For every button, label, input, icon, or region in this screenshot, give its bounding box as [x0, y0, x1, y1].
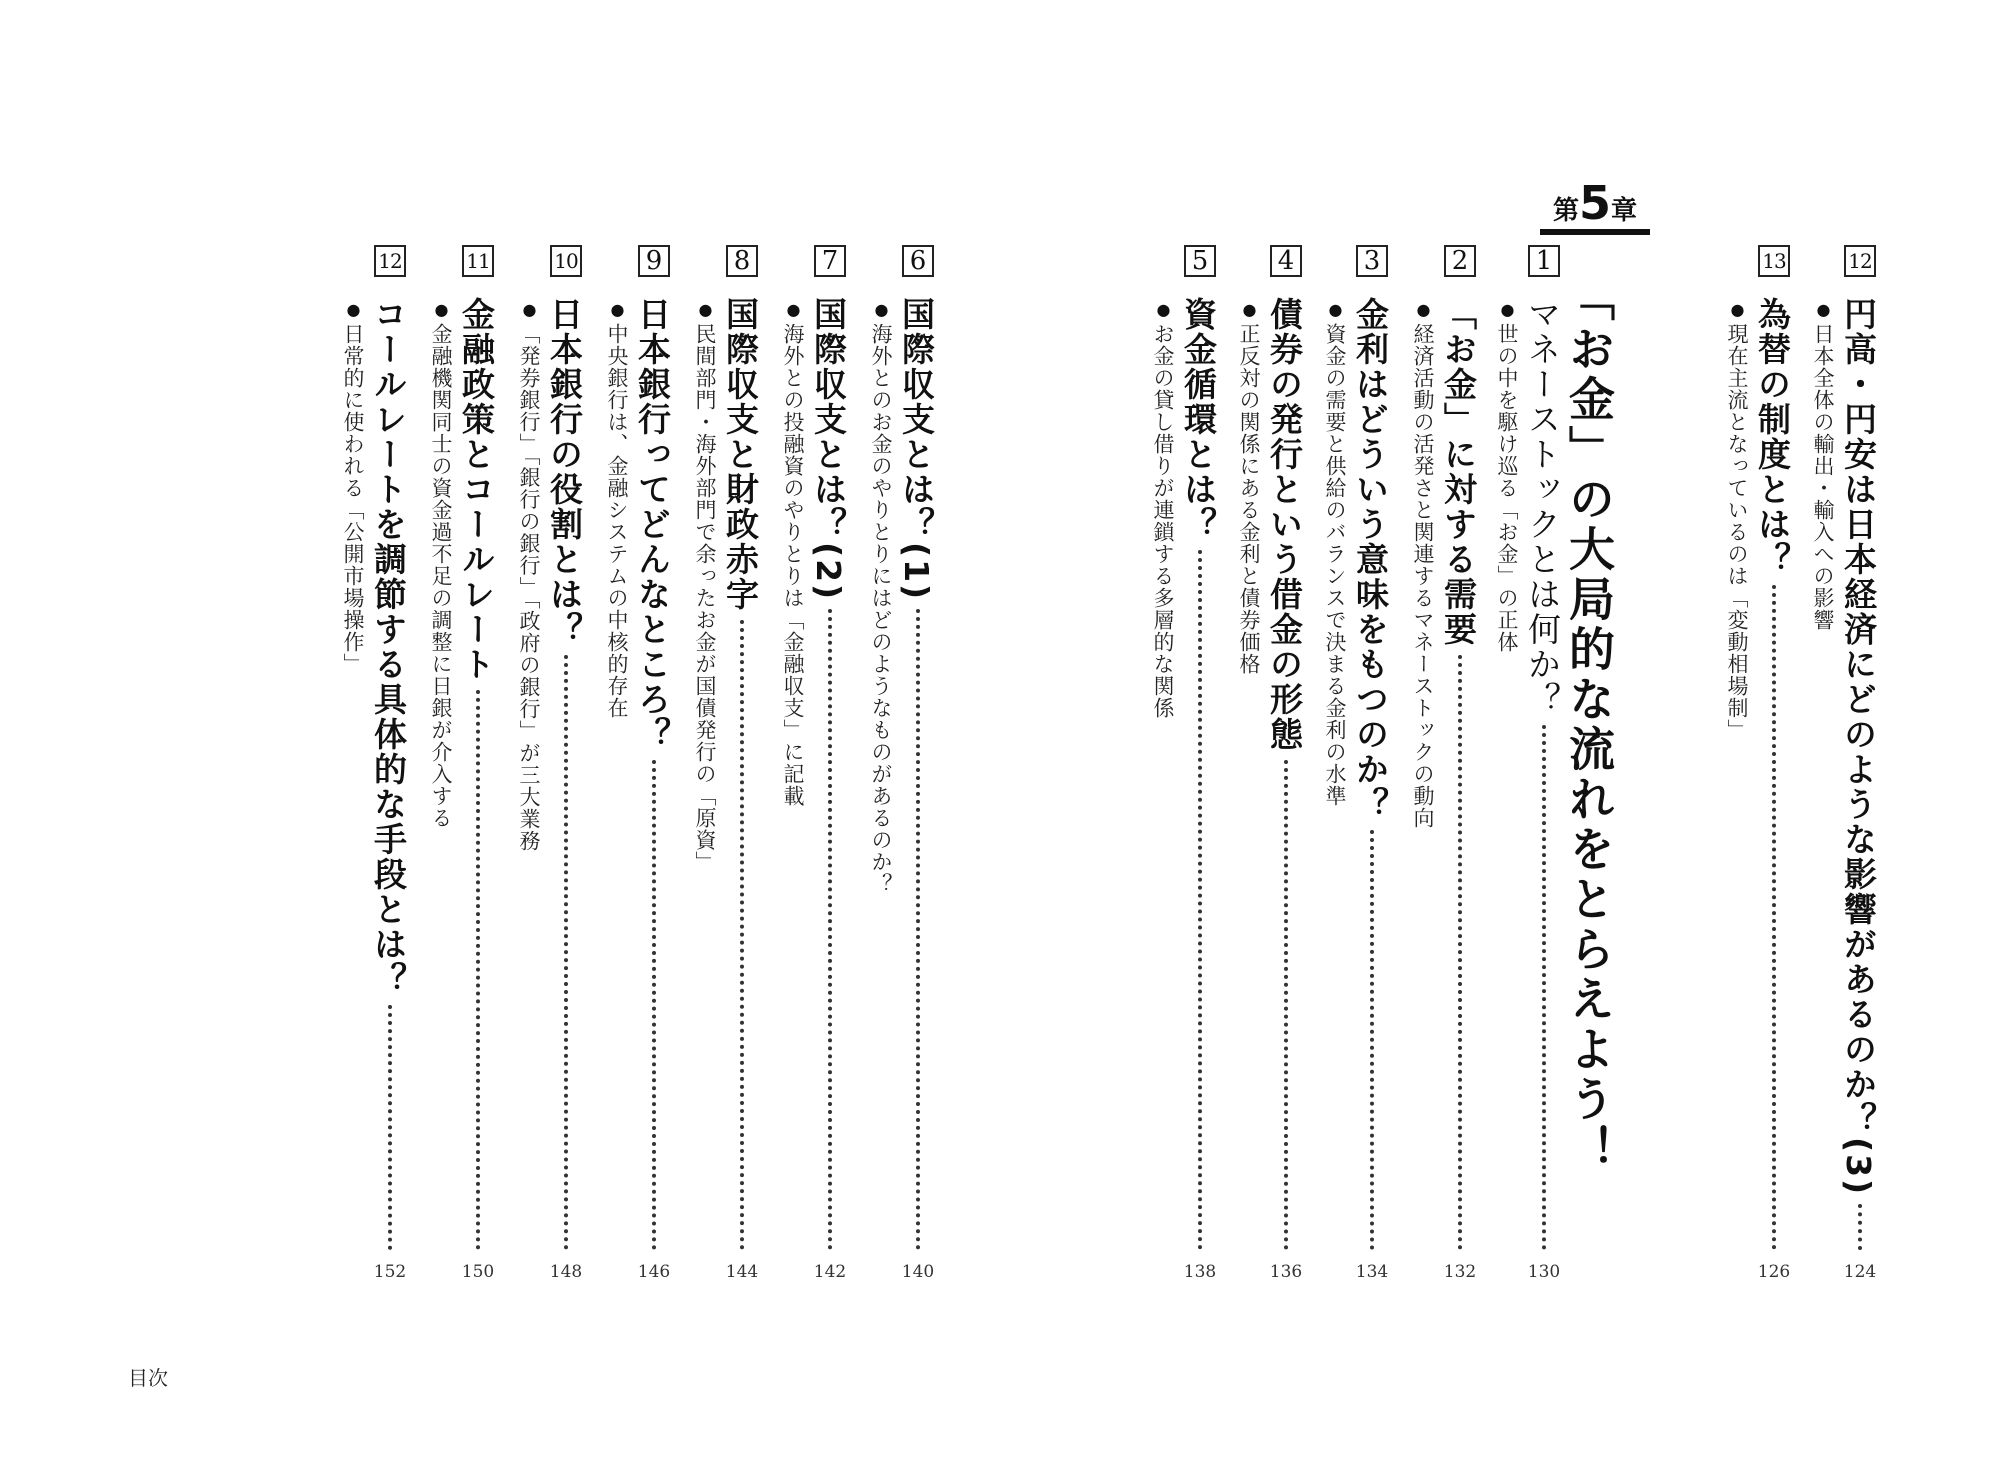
entry-title[interactable]: 金融政策とコールレート	[457, 297, 496, 682]
toc-entry[interactable]	[1725, 245, 1808, 1295]
toc-entry[interactable]	[341, 245, 424, 1295]
entry-description	[606, 300, 627, 719]
toc-entry[interactable]	[1237, 245, 1320, 1295]
toc-entry[interactable]	[1323, 245, 1406, 1295]
page-number[interactable]: 150	[461, 1262, 495, 1282]
bullet-icon: ●	[1326, 300, 1345, 320]
toc-entry[interactable]	[1495, 245, 1578, 1295]
page-number[interactable]: 124	[1843, 1262, 1877, 1282]
toc-entry[interactable]	[605, 245, 688, 1295]
dot-leader	[476, 690, 480, 1250]
chapter-label	[1540, 176, 1650, 235]
entry-number-box: 6	[902, 245, 934, 277]
dot-leader	[1858, 1204, 1862, 1250]
dot-leader	[916, 609, 920, 1250]
chapter-number: 5	[1578, 176, 1611, 230]
entry-description-text: 金融機関同士の資金過不足の調整に日銀が介入する	[429, 323, 453, 829]
entry-description	[342, 300, 363, 675]
chapter-prefix: 第	[1552, 196, 1579, 226]
page-number[interactable]: 140	[901, 1262, 935, 1282]
entry-title[interactable]: 円高・円安は日本経済にどのような影響があるのか？(3)	[1839, 297, 1878, 1197]
toc-entry[interactable]	[517, 245, 600, 1295]
entry-description	[870, 300, 891, 895]
entry-description	[1726, 300, 1747, 741]
bullet-icon: ●	[872, 300, 891, 320]
footer-label: 目次	[128, 1366, 168, 1390]
page-number[interactable]: 152	[373, 1262, 407, 1282]
entry-description	[694, 300, 715, 873]
bullet-icon: ●	[520, 300, 539, 320]
entry-description-text: 資金の需要と供給のバランスで決まる金利の水準	[1323, 323, 1347, 807]
entry-title[interactable]: 国際収支とは？(2)	[809, 297, 848, 602]
bullet-icon: ●	[1814, 300, 1833, 320]
page-number[interactable]: 132	[1443, 1262, 1477, 1282]
entry-title[interactable]: 債券の発行という借金の形態	[1265, 297, 1304, 752]
entry-title[interactable]: 国際収支と財政赤字	[721, 297, 760, 612]
bullet-icon: ●	[696, 300, 715, 320]
entry-description	[1412, 300, 1433, 829]
entry-description	[518, 300, 539, 852]
toc-entry[interactable]	[1811, 245, 1894, 1295]
entry-description-text: 現在主流となっているのは「変動相場制」	[1725, 323, 1749, 741]
entry-number-box: 12	[374, 245, 406, 277]
page-number[interactable]: 134	[1355, 1262, 1389, 1282]
dot-leader	[1370, 830, 1374, 1250]
entry-title[interactable]: 「お金」に対する需要	[1439, 297, 1478, 647]
bullet-icon: ●	[432, 300, 451, 320]
bullet-icon: ●	[1240, 300, 1259, 320]
chapter-title: 「お金」の大局的な流れをとらえよう！	[1562, 275, 1616, 1175]
page-number[interactable]: 138	[1183, 1262, 1217, 1282]
toc-entry[interactable]	[1411, 245, 1494, 1295]
entry-description	[782, 300, 803, 807]
entry-number-box: 9	[638, 245, 670, 277]
entry-title[interactable]: 金利はどういう意味をもつのか？	[1351, 297, 1390, 822]
entry-description-text: 海外とのお金のやりとりにはどのようなものがあるのか？	[869, 323, 893, 895]
entry-description-text: 民間部門・海外部門で余ったお金が国債発行の「原資」	[693, 323, 717, 873]
entry-number-box: 3	[1356, 245, 1388, 277]
chapter-suffix: 章	[1611, 196, 1638, 226]
toc-entry[interactable]	[693, 245, 776, 1295]
entry-title[interactable]: 日本銀行ってどんなところ？	[633, 297, 672, 752]
bullet-icon: ●	[1154, 300, 1173, 320]
entry-description	[430, 300, 451, 829]
entry-title[interactable]: 資金循環とは？	[1179, 297, 1218, 542]
dot-leader	[1284, 760, 1288, 1250]
page-number[interactable]: 130	[1527, 1262, 1561, 1282]
entry-description-text: 「発券銀行」「銀行の銀行」「政府の銀行」が三大業務	[517, 323, 541, 852]
entry-number-box: 8	[726, 245, 758, 277]
dot-leader	[740, 620, 744, 1250]
entry-number-box: 5	[1184, 245, 1216, 277]
dot-leader	[1542, 725, 1546, 1250]
entry-number-box: 13	[1758, 245, 1790, 277]
entry-description-text: お金の貸し借りが連鎖する多層的な関係	[1151, 323, 1175, 719]
bullet-icon: ●	[1498, 300, 1517, 320]
entry-description-text: 日常的に使われる「公開市場操作」	[341, 323, 365, 675]
entry-title[interactable]: マネーストックとは何か？	[1523, 297, 1562, 717]
entry-description-text: 中央銀行は、金融システムの中核的存在	[605, 323, 629, 719]
entry-number-box: 7	[814, 245, 846, 277]
entry-title[interactable]: 国際収支とは？(1)	[897, 297, 936, 602]
bullet-icon: ●	[608, 300, 627, 320]
entry-number-box: 2	[1444, 245, 1476, 277]
entry-number-box: 4	[1270, 245, 1302, 277]
entry-title[interactable]: コールレートを調節する具体的な手段とは？	[369, 297, 408, 997]
bullet-icon: ●	[1414, 300, 1433, 320]
chapter-heading	[1540, 176, 1650, 235]
toc-entry[interactable]	[781, 245, 864, 1295]
page-number[interactable]: 126	[1757, 1262, 1791, 1282]
toc-entry[interactable]	[429, 245, 512, 1295]
dot-leader	[388, 1005, 392, 1250]
page-number[interactable]: 136	[1269, 1262, 1303, 1282]
dot-leader	[1458, 655, 1462, 1250]
dot-leader	[1772, 585, 1776, 1250]
page-number[interactable]: 146	[637, 1262, 671, 1282]
page-number[interactable]: 144	[725, 1262, 759, 1282]
entry-description-text: 正反対の関係にある金利と債券価格	[1237, 323, 1261, 675]
entry-number-box: 12	[1844, 245, 1876, 277]
entry-description	[1812, 300, 1833, 631]
entry-number-box: 1	[1528, 245, 1560, 277]
bullet-icon: ●	[784, 300, 803, 320]
dot-leader	[652, 760, 656, 1250]
entry-title[interactable]: 為替の制度とは？	[1753, 297, 1792, 577]
dot-leader	[564, 655, 568, 1250]
entry-description	[1324, 300, 1345, 807]
entry-description	[1496, 300, 1517, 653]
entry-description-text: 海外との投融資のやりとりは「金融収支」に記載	[781, 323, 805, 807]
toc-entry[interactable]	[1151, 245, 1234, 1295]
dot-leader	[1198, 550, 1202, 1250]
entry-number-box: 11	[462, 245, 494, 277]
toc-entry[interactable]	[869, 245, 952, 1295]
entry-description-text: 世の中を駆け巡る「お金」の正体	[1495, 323, 1519, 653]
entry-description-text: 日本全体の輸出・輸入への影響	[1811, 323, 1835, 631]
entry-description-text: 経済活動の活発さと関連するマネーストックの動向	[1411, 323, 1435, 829]
entry-title[interactable]: 日本銀行の役割とは？	[545, 297, 584, 647]
page-number[interactable]: 148	[549, 1262, 583, 1282]
entry-description	[1238, 300, 1259, 675]
entry-description	[1152, 300, 1173, 719]
dot-leader	[828, 609, 832, 1250]
bullet-icon: ●	[344, 300, 363, 320]
bullet-icon: ●	[1728, 300, 1747, 320]
entry-number-box: 10	[550, 245, 582, 277]
page-number[interactable]: 142	[813, 1262, 847, 1282]
